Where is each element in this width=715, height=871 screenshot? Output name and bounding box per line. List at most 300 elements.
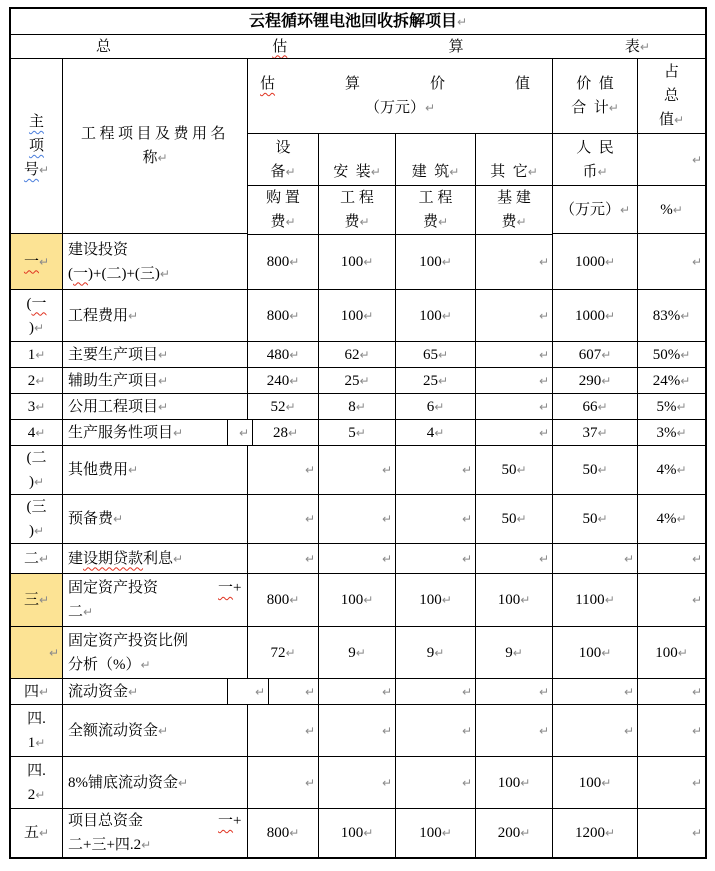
text-run: 工 程 <box>340 190 374 206</box>
text-run: 100 <box>340 592 364 608</box>
pilcrow-mark: ↵ <box>38 163 50 177</box>
value-cell[interactable] <box>319 757 396 809</box>
pilcrow-mark: ↵ <box>520 775 531 790</box>
split-empty-cell[interactable] <box>228 679 269 705</box>
value-text <box>273 421 298 445</box>
value-cell[interactable] <box>476 679 553 705</box>
pilcrow-mark: ↵ <box>359 347 370 362</box>
row-item-name-cell[interactable] <box>63 809 248 857</box>
text-run: 其他费用 <box>68 462 129 478</box>
text-line <box>270 160 295 184</box>
row-item-no-cell[interactable] <box>11 290 63 342</box>
value-cell[interactable] <box>319 679 396 705</box>
text-line <box>419 186 453 210</box>
value-cell[interactable] <box>553 394 638 420</box>
header-sub-bottom-cell[interactable] <box>319 186 395 235</box>
value-cell[interactable] <box>248 394 319 420</box>
value-cell[interactable] <box>396 368 476 394</box>
value-cell[interactable] <box>638 420 705 446</box>
header-pct-unit[interactable] <box>638 186 705 234</box>
value-cell[interactable] <box>248 809 319 857</box>
value-cell[interactable] <box>638 495 705 544</box>
pilcrow-mark: ↵ <box>461 512 472 526</box>
pilcrow-mark: ↵ <box>449 165 460 179</box>
pilcrow-mark: ↵ <box>35 425 46 440</box>
header-rmb-unit[interactable] <box>553 186 638 234</box>
value-cell[interactable] <box>553 342 638 368</box>
text-run: 100 <box>419 253 442 270</box>
estimate-table <box>9 7 707 859</box>
text-run: 二+三+四.2 <box>68 837 142 853</box>
text-run: 50 <box>501 462 517 478</box>
header-sub-bottom-cell[interactable] <box>396 186 475 235</box>
value-text <box>267 369 300 393</box>
row-item-name-cell[interactable] <box>63 342 248 368</box>
value-cell[interactable] <box>638 574 705 627</box>
text-run: 二 <box>23 550 39 567</box>
value-text <box>267 821 300 845</box>
pilcrow-mark: ↵ <box>623 684 634 699</box>
pilcrow-mark: ↵ <box>285 215 296 229</box>
value-cell[interactable] <box>638 679 705 705</box>
text-line <box>24 158 49 182</box>
value-cell[interactable] <box>396 420 476 446</box>
value-cell[interactable] <box>553 420 638 446</box>
pilcrow-mark: ↵ <box>355 399 366 414</box>
text-run: 费 <box>270 214 286 230</box>
row-item-name-cell[interactable] <box>63 544 248 574</box>
spellcheck-squiggle-text: 一 <box>23 253 39 270</box>
estimate-unit-text: （万元） <box>364 100 425 116</box>
value-cell[interactable] <box>553 705 638 757</box>
value-cell[interactable] <box>396 446 476 495</box>
row-item-name-cell[interactable] <box>63 495 248 544</box>
table-row <box>11 809 705 857</box>
pilcrow-mark: ↵ <box>38 684 50 699</box>
pilcrow-mark: ↵ <box>141 838 152 852</box>
value-cell[interactable] <box>476 757 553 809</box>
row-item-no-cell[interactable] <box>11 679 63 705</box>
value-cell[interactable] <box>319 627 396 679</box>
value-cell[interactable] <box>553 627 638 679</box>
text-line <box>28 731 46 755</box>
text-line <box>68 304 138 328</box>
value-cell[interactable] <box>319 290 396 342</box>
text-line <box>24 588 49 612</box>
text-run: 预备费 <box>68 511 114 527</box>
value-cell[interactable] <box>553 234 638 290</box>
value-text <box>582 421 607 445</box>
spellcheck-squiggle-text: 一 <box>218 580 234 596</box>
text-run: 4 <box>426 424 435 441</box>
value-cell[interactable] <box>638 809 705 857</box>
text-run: 全额流动资金 <box>68 722 159 739</box>
text-run: 安 装 <box>333 164 371 180</box>
pilcrow-mark: ↵ <box>35 735 46 750</box>
value-cell[interactable] <box>553 757 638 809</box>
pilcrow-mark: ↵ <box>691 593 702 607</box>
pilcrow-mark: ↵ <box>676 463 687 477</box>
value-cell[interactable] <box>553 446 638 495</box>
value-text <box>653 343 691 367</box>
header-sub-bottom-cell[interactable] <box>476 186 552 235</box>
text-line <box>68 719 168 743</box>
rmb-line2: 币↵ <box>582 163 608 180</box>
text-run: 100 <box>340 825 364 841</box>
value-cell[interactable] <box>248 757 319 809</box>
text-run: 利息 <box>143 550 174 567</box>
row-item-name-cell[interactable] <box>63 420 228 446</box>
text-line <box>68 369 168 393</box>
row-item-name-cell[interactable] <box>63 290 248 342</box>
document-title[interactable] <box>11 9 705 35</box>
header-sub-top-cell[interactable] <box>396 134 475 186</box>
value-cell[interactable] <box>476 495 553 544</box>
value-cell[interactable] <box>396 342 476 368</box>
pilcrow-mark: ↵ <box>461 684 472 699</box>
value-cell[interactable] <box>638 627 705 679</box>
text-run: ) <box>28 319 34 336</box>
pilcrow-mark: ↵ <box>363 254 374 269</box>
pilcrow-mark: ↵ <box>456 14 468 29</box>
header-rmb[interactable] <box>553 134 638 186</box>
value-cell[interactable] <box>476 544 553 574</box>
pilcrow-mark: ↵ <box>128 308 139 323</box>
text-run: 8 <box>348 398 356 415</box>
pilcrow-mark: ↵ <box>527 165 538 179</box>
header-sub-bottom-cell[interactable] <box>248 186 318 235</box>
value-cell[interactable] <box>476 446 553 495</box>
text-run: 工 程 <box>418 190 453 206</box>
value-cell[interactable] <box>476 574 553 627</box>
value-cell[interactable] <box>476 420 553 446</box>
value-cell[interactable] <box>319 234 396 290</box>
table-subtitle[interactable] <box>11 35 705 59</box>
value-cell[interactable] <box>319 420 396 446</box>
value-cell[interactable] <box>319 544 396 574</box>
text-run: 100 <box>340 253 364 270</box>
row-item-name-cell[interactable] <box>63 679 228 705</box>
value-cell[interactable] <box>476 394 553 420</box>
text-run: 2 <box>27 372 36 389</box>
text-run: 费 <box>344 214 360 230</box>
pilcrow-mark: ↵ <box>691 775 702 790</box>
value-cell[interactable] <box>476 809 553 857</box>
pilcrow-mark: ↵ <box>157 151 168 165</box>
value-cell[interactable] <box>396 234 476 290</box>
value-cell[interactable] <box>553 290 638 342</box>
value-cell[interactable] <box>638 234 705 290</box>
text-run: 3% <box>656 424 677 441</box>
value-text <box>270 395 295 419</box>
value-cell[interactable] <box>319 446 396 495</box>
pilcrow-mark: ↵ <box>538 254 549 269</box>
text-run: 总 <box>663 88 679 104</box>
value-cell[interactable] <box>553 574 638 627</box>
text-line <box>266 186 300 210</box>
text-run: 1000 <box>574 253 605 270</box>
value-text <box>498 588 531 612</box>
pilcrow-mark: ↵ <box>287 425 299 440</box>
pilcrow-mark: ↵ <box>601 347 612 362</box>
value-cell[interactable] <box>248 544 319 574</box>
value-cell[interactable] <box>396 809 476 857</box>
text-line <box>29 110 44 134</box>
row-item-name-cell[interactable] <box>63 705 248 757</box>
value-cell[interactable] <box>396 574 476 627</box>
value-cell[interactable] <box>396 679 476 705</box>
value-cell[interactable] <box>476 342 553 368</box>
pct-unit-text <box>660 198 683 222</box>
pilcrow-mark: ↵ <box>173 551 184 566</box>
pilcrow-mark: ↵ <box>35 399 46 414</box>
value-cell[interactable] <box>248 234 319 290</box>
value-text <box>423 343 448 367</box>
text-line <box>68 576 242 600</box>
pilcrow-mark: ↵ <box>434 645 445 660</box>
text-run: 72 <box>270 644 286 661</box>
text-run: 费 <box>501 214 517 230</box>
text-run: 主要生产项目 <box>68 346 159 363</box>
pilcrow-mark: ↵ <box>33 475 45 489</box>
value-cell[interactable] <box>553 495 638 544</box>
header-value-total[interactable] <box>553 59 638 134</box>
table-row <box>11 446 705 495</box>
header-estimate-value[interactable] <box>248 59 552 134</box>
row-item-name-cell[interactable] <box>63 446 248 495</box>
row-item-no-cell[interactable] <box>11 368 63 394</box>
row-item-no-cell[interactable] <box>11 627 63 679</box>
text-run: 83% <box>652 307 681 324</box>
header-pct-of-total[interactable] <box>638 59 705 134</box>
value-text <box>419 250 452 274</box>
value-cell[interactable] <box>248 342 319 368</box>
value-cell[interactable] <box>476 290 553 342</box>
pilcrow-mark: ↵ <box>285 164 296 179</box>
text-run: 290 <box>578 372 602 389</box>
value-cell[interactable] <box>319 342 396 368</box>
value-text <box>267 588 300 612</box>
value-text <box>656 458 686 482</box>
subtitle-last-char <box>625 35 650 59</box>
row-item-no-cell[interactable] <box>11 705 63 757</box>
value-cell[interactable] <box>476 705 553 757</box>
row-item-name-cell[interactable] <box>63 627 248 679</box>
text-line <box>68 771 188 795</box>
value-text <box>427 421 445 445</box>
value-text <box>656 395 686 419</box>
value-cell[interactable] <box>248 627 319 679</box>
text-line <box>68 343 168 367</box>
value-cell[interactable] <box>553 679 638 705</box>
pilcrow-mark: ↵ <box>691 723 702 738</box>
pilcrow-mark: ↵ <box>597 463 608 477</box>
text-run: 52 <box>270 398 286 415</box>
value-cell[interactable] <box>253 420 319 446</box>
row-item-no-cell[interactable] <box>11 234 63 290</box>
value-cell[interactable] <box>248 705 319 757</box>
value-cell[interactable] <box>319 574 396 627</box>
value-text <box>423 369 448 393</box>
text-run: 100 <box>497 774 521 791</box>
value-cell[interactable] <box>319 809 396 857</box>
text-line <box>340 186 374 210</box>
row-item-name-cell[interactable] <box>63 574 248 627</box>
grammar-squiggle-text: 项 <box>28 138 44 154</box>
value-cell[interactable] <box>396 705 476 757</box>
row-item-name-cell[interactable] <box>63 368 248 394</box>
pilcrow-mark: ↵ <box>461 463 472 477</box>
pilcrow-mark: ↵ <box>158 347 169 362</box>
text-run: 100 <box>419 825 442 841</box>
text-line <box>68 395 168 419</box>
header-project-name[interactable] <box>63 59 248 234</box>
value-cell[interactable] <box>476 368 553 394</box>
pilcrow-mark: ↵ <box>601 373 612 388</box>
value-cell[interactable] <box>269 679 319 705</box>
pilcrow-mark: ↵ <box>158 723 169 738</box>
text-run: + <box>233 813 242 829</box>
value-text <box>419 588 452 612</box>
row-item-no-cell[interactable] <box>11 420 63 446</box>
value-text <box>501 458 526 482</box>
value-cell[interactable] <box>248 290 319 342</box>
value-cell[interactable] <box>319 705 396 757</box>
value-text <box>498 821 531 845</box>
text-run: 9 <box>348 644 356 661</box>
table-row <box>11 420 705 446</box>
pilcrow-mark: ↵ <box>677 645 688 660</box>
value-cell[interactable] <box>638 446 705 495</box>
header-pct-empty[interactable] <box>638 134 705 186</box>
row-item-no-cell[interactable] <box>11 757 63 809</box>
value-text <box>267 250 300 274</box>
value-cell[interactable] <box>396 495 476 544</box>
text-run: 固定资产投资比例 <box>68 632 189 649</box>
table-row <box>11 495 705 544</box>
pilcrow-mark: ↵ <box>289 254 300 269</box>
text-line <box>664 84 679 108</box>
text-run: 5 <box>348 424 356 441</box>
text-line <box>275 136 290 160</box>
row-item-no-cell[interactable] <box>11 394 63 420</box>
header-sub-top-cell[interactable] <box>248 134 318 186</box>
row-item-name-cell[interactable] <box>63 394 248 420</box>
row-item-no-cell[interactable] <box>11 495 63 544</box>
value-cell[interactable] <box>476 627 553 679</box>
value-text <box>348 421 366 445</box>
pilcrow-mark: ↵ <box>289 593 300 607</box>
pilcrow-mark: ↵ <box>538 723 549 738</box>
value-cell[interactable] <box>638 290 705 342</box>
value-cell[interactable] <box>396 757 476 809</box>
pilcrow-mark: ↵ <box>691 826 702 840</box>
value-text <box>575 250 615 274</box>
header-estimate-unit <box>365 96 435 120</box>
pilcrow-mark: ↵ <box>538 551 549 566</box>
split-empty-cell[interactable] <box>228 420 253 446</box>
row-item-no-cell[interactable] <box>11 809 63 857</box>
text-run: 1 <box>27 734 36 751</box>
value-cell[interactable] <box>319 394 396 420</box>
value-cell[interactable] <box>319 495 396 544</box>
text-run: 50 <box>582 462 598 478</box>
pilcrow-mark: ↵ <box>304 512 315 526</box>
value-cell[interactable] <box>553 544 638 574</box>
value-cell[interactable] <box>553 809 638 857</box>
pilcrow-mark: ↵ <box>597 399 608 414</box>
header-sub-top-cell[interactable] <box>476 134 552 186</box>
value-cell[interactable] <box>396 394 476 420</box>
pilcrow-mark: ↵ <box>604 308 616 323</box>
text-run: ) <box>28 474 34 490</box>
text-run: 固定资产投资 <box>68 580 219 596</box>
header-percent-column <box>638 59 705 234</box>
text-line <box>68 262 170 286</box>
text-run: 1000 <box>574 307 605 324</box>
value-cell[interactable] <box>396 290 476 342</box>
value-text <box>341 821 374 845</box>
pilcrow-mark: ↵ <box>516 512 527 526</box>
row-item-name-cell[interactable] <box>63 757 248 809</box>
value-cell[interactable] <box>638 757 705 809</box>
value-cell[interactable] <box>396 627 476 679</box>
text-run: 50% <box>652 346 681 363</box>
text-line <box>27 759 46 783</box>
value-cell[interactable] <box>319 368 396 394</box>
header-sub-column <box>248 134 319 235</box>
value-cell[interactable] <box>553 368 638 394</box>
text-run: 100 <box>340 307 364 324</box>
value-cell[interactable] <box>248 368 319 394</box>
text-run: 建设投资 <box>68 241 129 258</box>
text-run: 800 <box>266 825 290 841</box>
value-cell[interactable] <box>476 234 553 290</box>
text-run: 800 <box>266 592 290 608</box>
value-cell[interactable] <box>248 495 319 544</box>
pilcrow-mark: ↵ <box>673 113 685 127</box>
value-text <box>582 458 607 482</box>
value-cell[interactable] <box>396 544 476 574</box>
row-item-no-cell[interactable] <box>11 574 63 627</box>
value-cell[interactable] <box>248 446 319 495</box>
pilcrow-mark: ↵ <box>289 308 300 323</box>
text-run: 25 <box>344 372 360 389</box>
row-item-no-cell[interactable] <box>11 342 63 368</box>
value-cell[interactable] <box>638 544 705 574</box>
table-row <box>11 757 705 809</box>
header-sub-top-cell[interactable] <box>319 134 395 186</box>
text-run: 分析（%） <box>68 656 141 673</box>
value-cell[interactable] <box>638 705 705 757</box>
header-main-item-no[interactable] <box>11 59 63 234</box>
pilcrow-mark: ↵ <box>140 657 151 672</box>
table-row <box>11 679 705 705</box>
text-run: 8%铺底流动资金 <box>68 774 178 791</box>
value-cell[interactable] <box>638 394 705 420</box>
spellcheck-squiggle-text: 一 <box>31 295 47 312</box>
value-cell[interactable] <box>638 368 705 394</box>
value-text <box>653 369 691 393</box>
pilcrow-mark: ↵ <box>363 593 374 607</box>
value-cell[interactable] <box>248 574 319 627</box>
value-cell[interactable] <box>638 342 705 368</box>
text-line <box>490 160 538 184</box>
row-item-no-cell[interactable] <box>11 544 63 574</box>
value-text <box>348 395 366 419</box>
row-item-no-cell[interactable] <box>11 446 63 495</box>
row-item-name-cell[interactable] <box>63 234 248 290</box>
